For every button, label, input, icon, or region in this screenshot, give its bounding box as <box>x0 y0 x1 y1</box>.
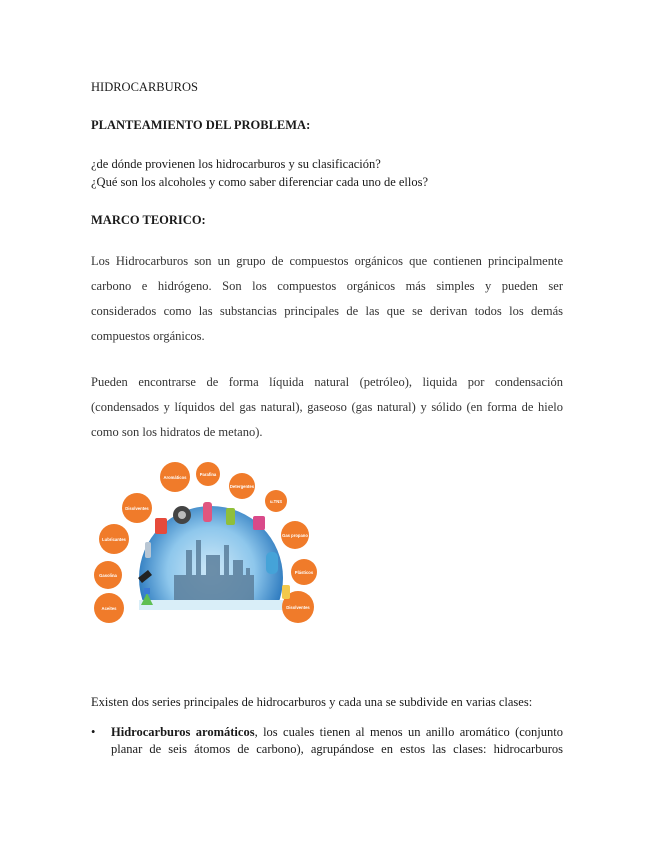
bullet-marker: • <box>91 725 96 739</box>
paragraph-line: Los Hidrocarburos son un grupo de compuestos orgánicos que contienen principalmente <box>91 254 563 268</box>
hydrocarbon-products-figure <box>86 460 324 635</box>
plastic-bottle-icon <box>282 585 290 599</box>
bubble-label: Disolventes <box>125 506 149 511</box>
question-2: ¿Qué son los alcoholes y como saber diferenciar cada uno de ellos? <box>91 175 429 189</box>
detergent-icon <box>253 516 265 530</box>
paragraph-line: (condensados y líquidos del gas natural), gaseoso (gas natural) y sólido (en forma de hielo <box>91 400 563 414</box>
bubble-label: Plásticos <box>294 570 314 575</box>
paragraph-line: carbono e hidrógeno. Son los compuestos orgánicos más simples y pueden ser <box>91 279 563 293</box>
oil-bottle-icon <box>145 542 151 558</box>
spray-icon <box>226 508 235 525</box>
marco-paragraph-1 <box>91 249 563 349</box>
bullet-line <box>111 724 563 741</box>
paragraph-line: Pueden encontrarse de forma líquida natural (petróleo), liquida por condensación <box>91 375 563 389</box>
bubble-label: Parafina <box>199 472 217 477</box>
problem-heading: PLANTEAMIENTO DEL PROBLEMA: <box>91 118 311 132</box>
bubble-label: Aromáticos <box>163 475 187 480</box>
document-title: HIDROCARBUROS <box>91 80 198 94</box>
question-1: ¿de dónde provienen los hidrocarburos y su clasificación? <box>91 157 381 171</box>
bubble-label: Detergentes <box>229 484 255 489</box>
gas-can-icon <box>155 518 167 534</box>
marco-paragraph-2 <box>91 370 563 445</box>
bubble-label: u.TNS <box>269 499 283 504</box>
paragraph-line: como son los hidratos de metano). <box>91 425 263 439</box>
paragraph-line: considerados como las substancias principales de las que se derivan todos los demás <box>91 304 563 318</box>
series-intro: Existen dos series principales de hidrocarburos y cada una se subdivide en varias clases: <box>91 695 533 709</box>
bubble-label: Gas propano <box>282 533 308 538</box>
bubble-label: Gasolina <box>99 573 117 578</box>
bubble-label: Disolventes <box>286 605 310 610</box>
bubble-label: Aceites <box>101 606 117 611</box>
marco-heading: MARCO TEORICO: <box>91 213 206 227</box>
bullet-line-rest: , los cuales tienen al menos un anillo aromático (conjunto <box>254 725 563 739</box>
bullet-line: planar de seis átomos de carbono), agrupándose en estos las clases: hidrocarburos <box>111 742 563 756</box>
bullet-aromaticos <box>111 724 563 758</box>
gas-cylinder-icon <box>266 552 278 574</box>
bubble-label: Lubricantes <box>102 537 126 542</box>
bottle-icon <box>203 502 212 522</box>
bullet-bold-term: Hidrocarburos aromáticos <box>111 725 255 739</box>
paragraph-line: compuestos orgánicos. <box>91 329 205 343</box>
